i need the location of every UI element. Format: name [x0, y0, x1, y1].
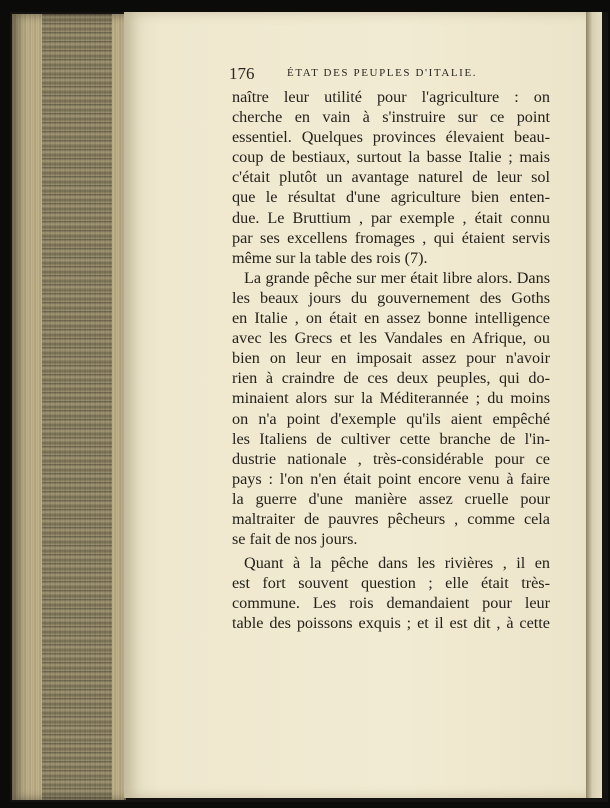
- text-line: maltraiter de pauvres pêcheurs , comme cela: [232, 509, 550, 528]
- text-line: coup de bestiaux, surtout la basse Italie ; mais: [232, 148, 550, 167]
- text-line: les Italiens de cultiver cette branche de l'in-: [232, 429, 550, 448]
- text-line: même sur la table des rois (7).: [232, 248, 428, 267]
- body-text: [232, 87, 550, 634]
- text-line: c'était plutôt un avantage naturel de leur sol: [232, 168, 550, 187]
- text-line: Quant à la pêche dans les rivières , il en: [244, 554, 550, 573]
- text-line: minaient alors sur la Méditerannée ; du moins: [232, 389, 550, 408]
- text-line: en Italie , on était en assez bonne intelligence: [232, 309, 550, 328]
- facing-page-edge: [586, 12, 602, 798]
- text-line: essentiel. Quelques provinces élevaient beau-: [232, 128, 550, 147]
- text-line: table des poissons exquis ; et il est dit , à cette: [232, 614, 550, 633]
- text-line: la guerre d'une manière assez cruelle pour: [232, 489, 550, 508]
- text-line: que le résultat d'une agriculture bien enten-: [232, 188, 550, 207]
- text-line: on n'a point d'exemple qu'ils aient empêché: [232, 409, 550, 428]
- text-line: par ses excellens fromages , qui étaient servis: [232, 228, 550, 247]
- running-head: ÉTAT DES PEUPLES D'ITALIE.: [287, 67, 478, 79]
- text-line: commune. Les rois demandaient pour leur: [232, 594, 550, 613]
- text-line: avec les Grecs et les Vandales en Afrique, ou: [232, 329, 550, 348]
- page-number: 176: [229, 64, 255, 83]
- text-line: se fait de nos jours.: [232, 530, 358, 549]
- text-line: due. Le Bruttium , par exemple , était connu: [232, 208, 550, 227]
- text-line: est fort souvent question ; elle était très-: [232, 574, 550, 593]
- page-edges: [12, 14, 126, 800]
- text-line: La grande pêche sur mer était libre alors. Dans: [244, 268, 550, 287]
- text-line: rien à craindre de ces deux peuples, qui do-: [232, 369, 550, 388]
- text-line: naître leur utilité pour l'agriculture : on: [232, 88, 550, 106]
- page-header: [229, 64, 489, 86]
- text-line: pays : l'on n'en était point encore venu à faire: [232, 469, 550, 488]
- text-line: les beaux jours du gouvernement des Goths: [232, 288, 550, 307]
- text-line: bien on leur en imposait assez pour n'avoir: [232, 349, 550, 368]
- text-line: cherche en vain à s'instruire sur ce point: [232, 108, 550, 127]
- text-line: dustrie nationale , très-considérable pour ce: [232, 449, 550, 468]
